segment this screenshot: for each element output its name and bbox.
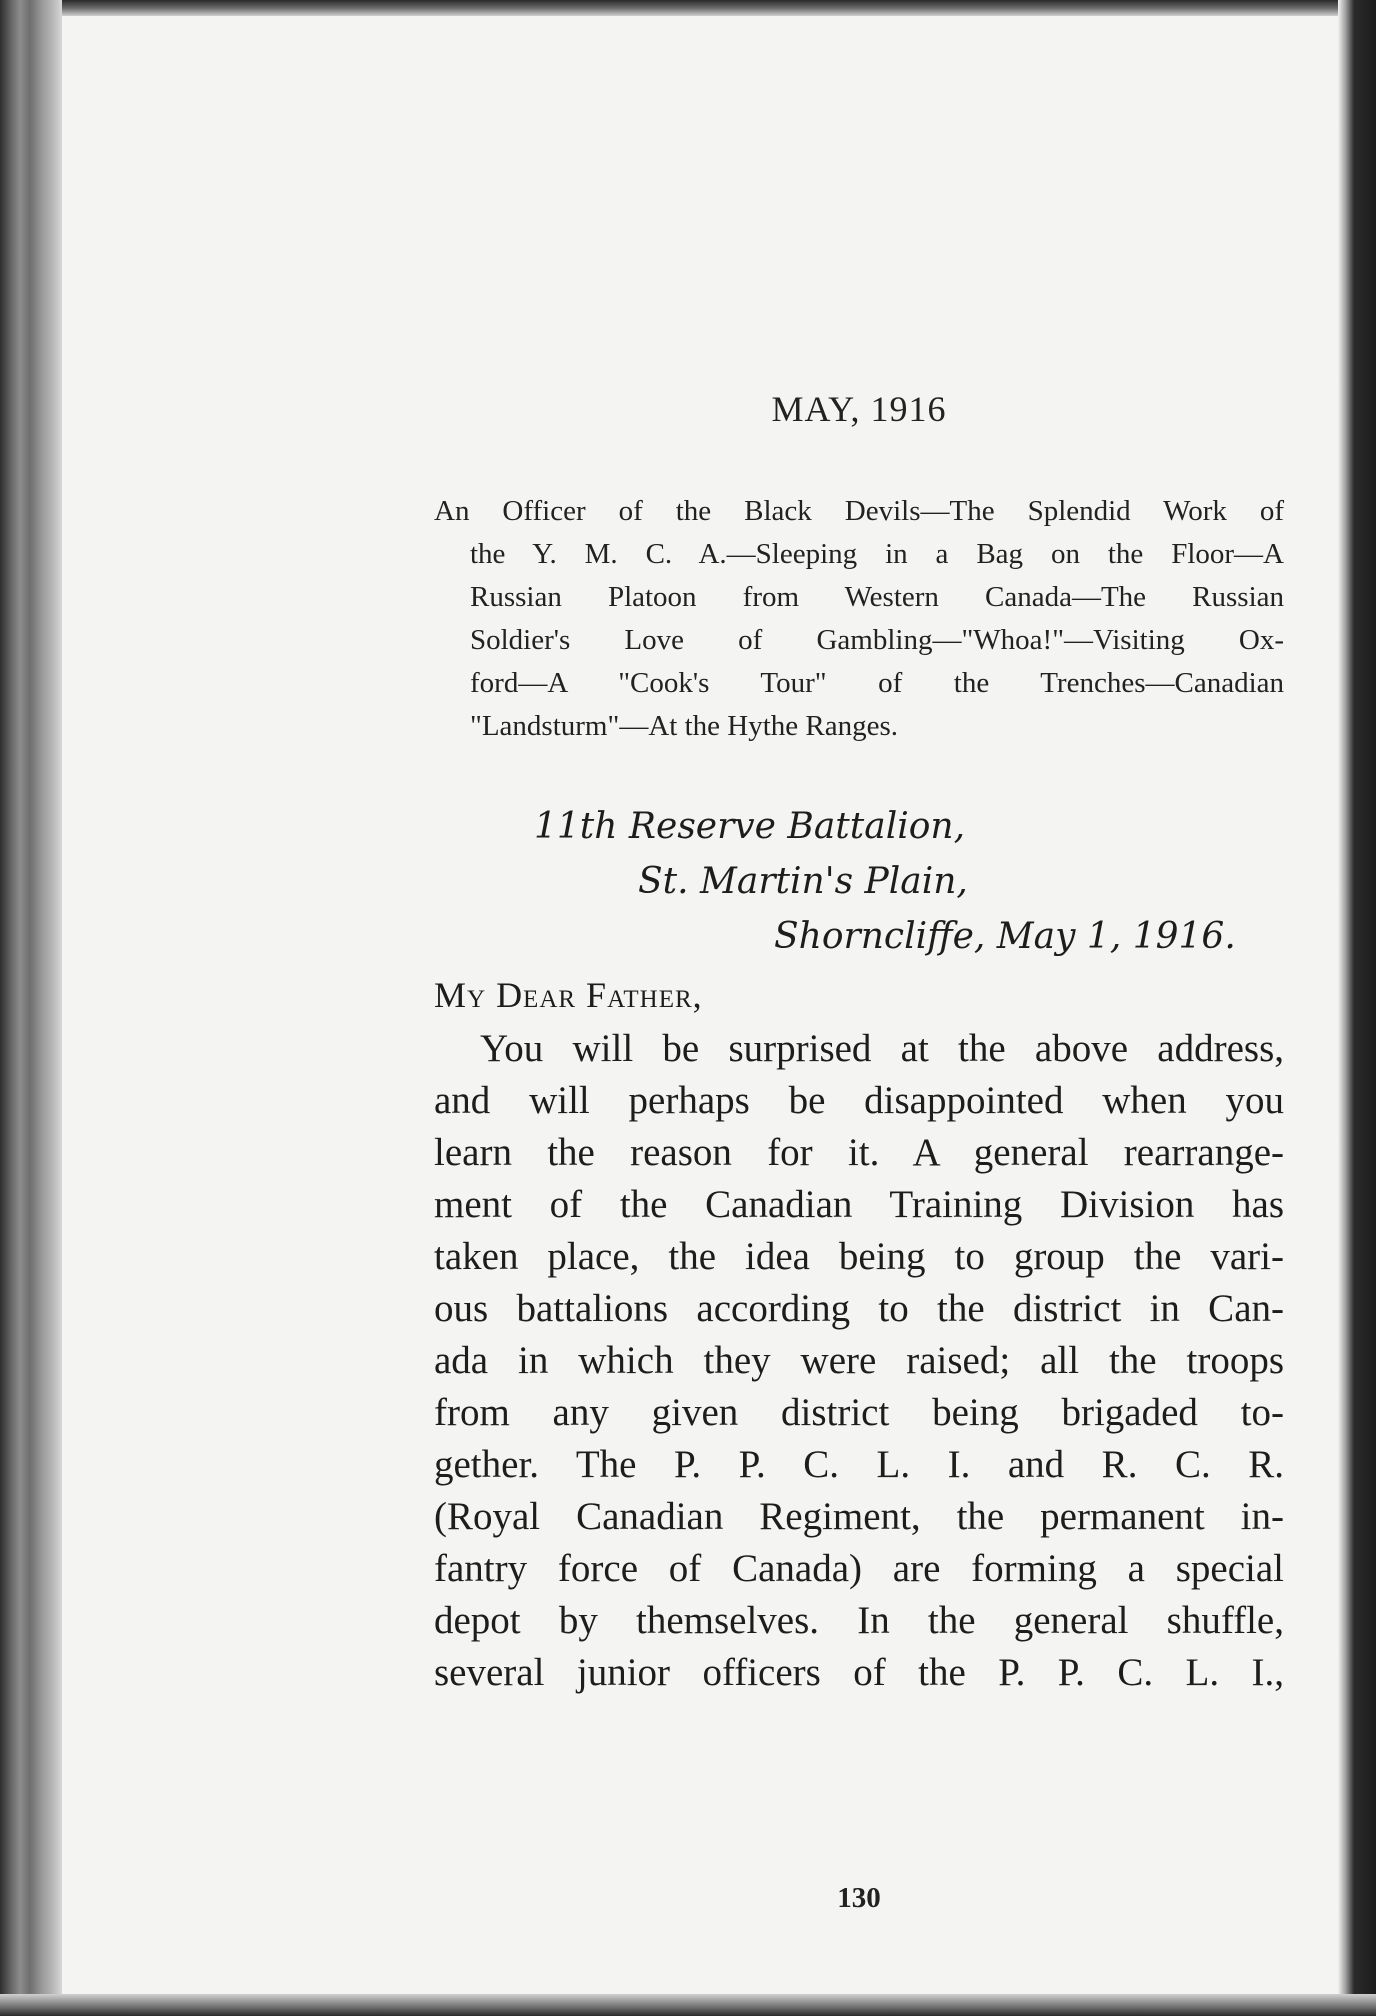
body-line: ment of the Canadian Training Division has	[434, 1183, 1284, 1226]
chapter-summary	[434, 490, 1284, 748]
book-spine-edge	[0, 0, 62, 2016]
scan-top-edge	[0, 0, 1376, 16]
letter-address-line-1: 11th Reserve Battalion,	[534, 806, 966, 847]
page-number: 130	[837, 1882, 881, 1914]
scan-bottom-edge	[0, 1994, 1376, 2016]
letter-salutation: My Dear Father,	[434, 975, 703, 1015]
body-line: taken place, the idea being to group the vari-	[434, 1235, 1284, 1278]
chapter-heading: MAY, 1916	[771, 389, 947, 429]
body-line: (Royal Canadian Regiment, the permanent in-	[434, 1495, 1284, 1538]
body-line: gether. The P. P. C. L. I. and R. C. R.	[434, 1443, 1284, 1486]
body-line: and will perhaps be disappointed when you	[434, 1079, 1284, 1122]
letter-address-line-2: St. Martin's Plain,	[638, 861, 968, 902]
summary-line: An Officer of the Black Devils—The Splendid Work of	[434, 495, 1284, 527]
body-line: several junior officers of the P. P. C. L. I.,	[434, 1651, 1284, 1694]
body-line: fantry force of Canada) are forming a special	[434, 1547, 1284, 1590]
summary-line: the Y. M. C. A.—Sleeping in a Bag on the Floor—A	[470, 538, 1284, 570]
letter-body	[434, 1023, 1284, 1699]
summary-line: Soldier's Love of Gambling—"Whoa!"—Visiting Ox-	[470, 624, 1284, 656]
summary-line: Russian Platoon from Western Canada—The Russian	[470, 581, 1284, 613]
book-page-edge	[1338, 0, 1376, 2016]
letter-address-line-3: Shorncliffe, May 1, 1916.	[774, 916, 1236, 957]
summary-line: "Landsturm"—At the Hythe Ranges.	[470, 710, 898, 742]
body-line: from any given district being brigaded to-	[434, 1391, 1284, 1434]
body-line: ous battalions according to the district in Can-	[434, 1287, 1284, 1330]
body-line: ada in which they were raised; all the troops	[434, 1339, 1284, 1382]
body-line: depot by themselves. In the general shuffle,	[434, 1599, 1284, 1642]
book-page	[62, 16, 1338, 1994]
body-line: learn the reason for it. A general rearrange-	[434, 1131, 1284, 1174]
summary-line: ford—A "Cook's Tour" of the Trenches—Canadian	[470, 667, 1284, 699]
body-line: You will be surprised at the above address,	[480, 1027, 1284, 1070]
